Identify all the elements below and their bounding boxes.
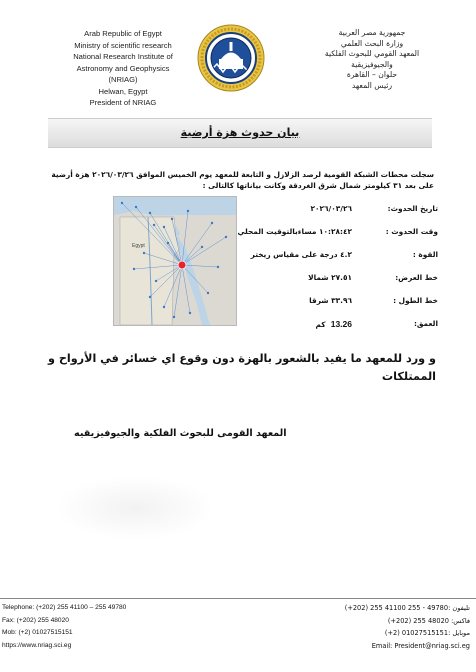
detail-row-longitude — [238, 296, 438, 319]
footer-line: فاكس: 48020 255 (202+) — [387, 616, 470, 625]
footer-line: تليفون :49780 - 255 41100 255 (202+) — [344, 604, 470, 612]
footer-contact-en — [2, 602, 126, 652]
detail-value: ٢٠٢٦/٠٣/٢٦ — [310, 204, 352, 213]
letterhead-line: Helwan, Egypt — [98, 86, 148, 96]
detail-row-depth — [238, 319, 438, 342]
depth-number: 13.26 — [330, 319, 352, 329]
arabic-letterhead — [306, 28, 438, 91]
letterhead-line: رئيس المعهد — [351, 80, 393, 90]
letterhead-line: والجيوفيزيقية — [351, 59, 393, 69]
footer-divider — [0, 598, 476, 599]
institute-signature: المعهد القومى للبحوث الفلكية والجيوفيزيقيه — [74, 428, 287, 439]
intro-paragraph: سجلت محطات الشبكة القومية لرصد الزلازل و التابعة للمعهد يوم الخميس الموافق ٢٠٢٦/٠٣/٢٦ هزة أرضية على بعد ٣١ كيلومتر شمال شرق الغردقة وكانت بياناتها كالتالى : — [51, 170, 434, 190]
letterhead-line: Ministry of scientific research — [74, 40, 172, 50]
footer-email-link[interactable]: Email: President@nriag.sci.eg — [371, 641, 470, 650]
detail-row-time — [238, 227, 438, 250]
felt-statement: و ورد للمعهد ما يفيد بالشعور بالهزة دون وقوع اي خسائر في الأرواح و الممتلكات — [47, 352, 436, 383]
event-details — [238, 204, 438, 342]
footer-contact-ar — [345, 602, 470, 652]
map-image — [114, 197, 236, 325]
detail-value: ٣٣.٩٦ شرقا — [309, 296, 352, 305]
letterhead-line: (NRIAG) — [108, 75, 138, 84]
epicenter-marker — [178, 261, 186, 269]
depth-unit: كم — [315, 320, 326, 329]
letterhead-line: حلوان – القاهرة — [346, 70, 398, 79]
detail-label: وقت الحدوث : — [385, 227, 438, 236]
letterhead-line: President of NRIAG — [89, 98, 157, 107]
page-title: بيان حدوث هزة أرضية — [180, 126, 300, 139]
letterhead-line: وزارة البحث العلمي — [340, 38, 404, 48]
letterhead-line: National Research Institute of — [73, 52, 173, 61]
epicenter-map — [113, 196, 237, 326]
detail-value — [315, 319, 352, 329]
detail-value: ١٠:٢٨:٤٢ مساءبالتوقيت المحلي — [237, 227, 352, 236]
detail-value: ٤.٢ درجة على مقياس ريختر — [250, 250, 352, 259]
faded-stamp — [60, 478, 210, 538]
detail-label: خط الطول : — [393, 296, 438, 305]
detail-row-latitude — [238, 273, 438, 296]
footer-line: Mob: (+2) 01027515151 — [2, 629, 73, 636]
detail-label: خط العرض: — [395, 273, 438, 282]
detail-label: القوة : — [412, 250, 438, 259]
footer-website-link[interactable]: https://www.nriag.sci.eg — [2, 641, 72, 649]
detail-value: ٢٧.٥١ شمالا — [308, 273, 352, 282]
footer-line: Telephone: (+202) 255 41100 – 255 49780 — [2, 604, 127, 611]
nriag-seal-logo-icon — [197, 24, 265, 92]
detail-label: تاريخ الحدوث: — [387, 204, 438, 213]
letterhead-line: Arab Republic of Egypt — [84, 29, 162, 38]
detail-row-date — [238, 204, 438, 227]
footer-line: Fax: (+202) 255 48020 — [2, 616, 69, 624]
detail-row-magnitude — [238, 250, 438, 273]
letterhead-line: Astronomy and Geophysics — [76, 63, 170, 73]
letterhead-line: المعهد القومي للبحوث الفلكية — [324, 49, 420, 58]
letterhead-line: جمهورية مصر العربية — [338, 28, 406, 37]
footer-line: موبايل :01027515151 (2+) — [384, 629, 470, 637]
english-letterhead — [48, 28, 198, 109]
map-country-label: Egypt — [132, 243, 145, 249]
detail-label: العمق: — [413, 319, 438, 328]
